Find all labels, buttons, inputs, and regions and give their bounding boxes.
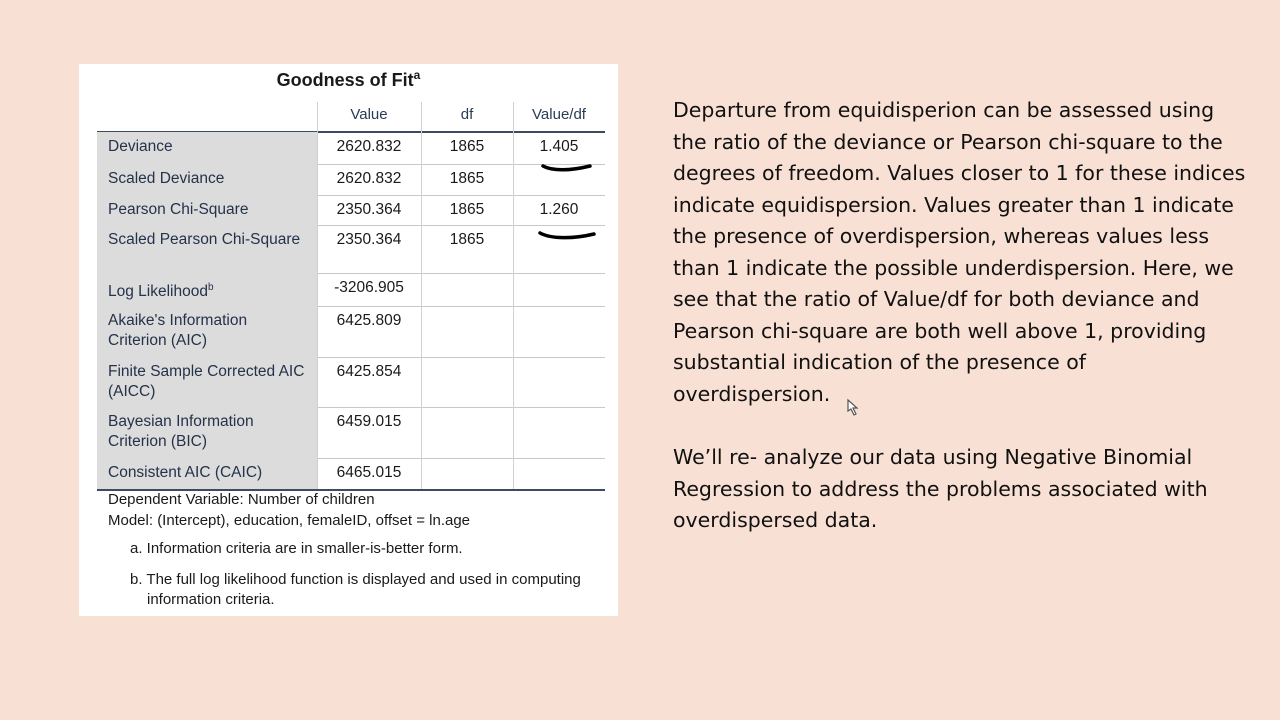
row-label [108,362,308,402]
cell-value-df: 1.405 [539,138,579,155]
table-title [79,68,618,91]
row-label-text: Scaled Deviance [108,170,225,187]
explanation-text [673,95,1248,569]
cell-value: -3206.905 [334,279,404,296]
cell-value: 6459.015 [336,413,402,430]
header-df: df [460,106,474,123]
header-value-df: Value/df [532,106,586,123]
row-label-text: Scaled Pearson Chi-Square [108,231,301,248]
column-divider [317,102,318,489]
cell-value: 2350.364 [336,231,402,248]
footnote-b: b. The full log likelihood function is displayed and used in computing information criteria. [130,571,581,608]
footnote-model: Model: (Intercept), education, femaleID, offset = ln.age [108,512,471,529]
explanation-paragraph-2: We’ll re- analyze our data using Negative Binomial Regression to address the problems associated with overdispersed data. [673,445,1208,532]
row-label [108,278,308,302]
row-label [108,230,308,250]
row-label [108,311,308,351]
row-label [108,137,308,157]
row-label [108,200,308,220]
explanation-paragraph-1: Departure from equidisperion can be assessed using the ratio of the deviance or Pearson chi-square to the degrees of freedom. Values closer to 1 for these indices indicate equidispersion. Values greater than 1 indicate the presence of overdispersion, whereas values less than 1 indicate the possible underdispersion. Here, we see that the ratio of Value/df for both deviance and Pearson chi-square are both well above 1, providing substantial indication of the presence of overdispersion. [673,98,1246,406]
cell-df: 1865 [449,170,485,187]
row-label-text: Consistent AIC (CAIC) [108,464,263,481]
row-label [108,412,308,452]
row-label [108,169,308,189]
footnote-a: a. Information criteria are in smaller-is-better form. [130,540,463,557]
cell-value-df: 1.260 [539,201,579,218]
cell-value: 6425.809 [336,312,402,329]
cell-value: 6425.854 [336,363,402,380]
table-title-footnote-marker: a [413,68,421,82]
cell-df: 1865 [449,201,485,218]
row-label-footnote-marker: b [207,282,214,293]
row-label-text: Finite Sample Corrected AIC (AICC) [108,363,305,400]
row-label-text: Akaike's Information Criterion (AIC) [108,312,248,349]
handwritten-underline-deviance [540,160,594,176]
column-divider [421,102,422,489]
row-label [108,463,308,483]
table-title-text: Goodness of Fit [276,70,414,90]
cell-df: 1865 [449,138,485,155]
row-label-text: Deviance [108,138,173,155]
header-value: Value [350,106,388,123]
cell-df: 1865 [449,231,485,248]
goodness-of-fit-table [79,64,618,616]
hand-pointer-icon [845,398,863,418]
cell-value: 2620.832 [336,138,402,155]
handwritten-underline-pearson [537,228,599,244]
row-label-text: Bayesian Information Criterion (BIC) [108,413,254,450]
row-label-text: Log Likelihood [108,283,208,301]
cell-value: 2350.364 [336,201,402,218]
column-divider [513,102,514,489]
footnote-dependent-variable: Dependent Variable: Number of children [108,491,375,508]
cell-value: 6465.015 [336,464,402,481]
row-label-text: Pearson Chi-Square [108,201,249,218]
cell-value: 2620.832 [336,170,402,187]
